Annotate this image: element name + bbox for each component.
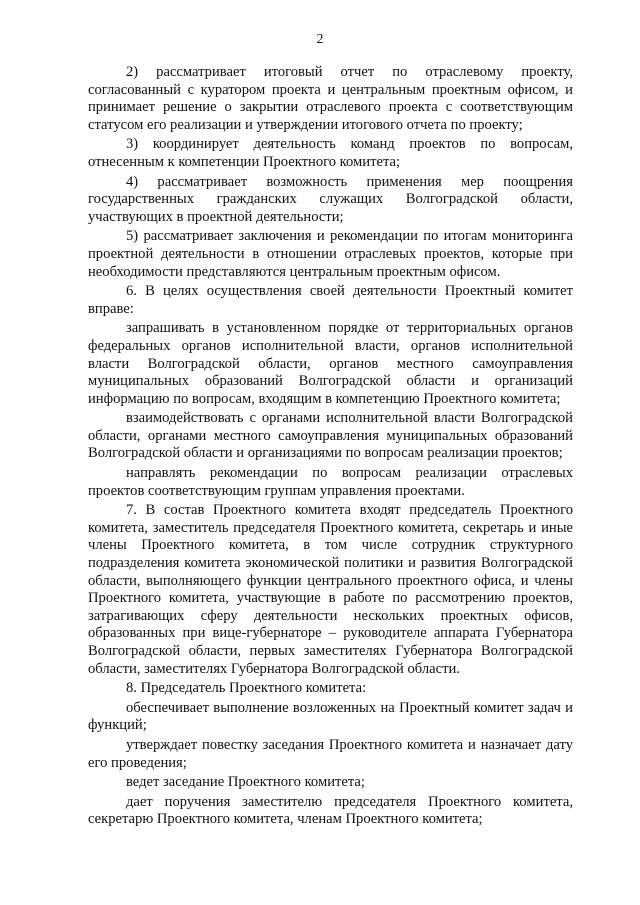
- paragraph-2-2: 2) рассматривает итоговый отчет по отраслевому проекту, согласованный с куратором проекта и центральным проектным офисом, и принимает решение о закрытии отраслевого проекта с соответствующим статусом его реализации и утверждении итогового отчета по проекту;: [88, 64, 573, 133]
- page-number: 2: [316, 32, 324, 47]
- paragraph-8-instructions: дает поручения заместителю председателя Проектного комитета, секретарю Проектного комитета, членам Проектного комитета;: [88, 793, 573, 828]
- paragraph-8-ensure: обеспечивает выполнение возложенных на Проектный комитет задач и функций;: [88, 699, 573, 734]
- paragraph-6-interact: взаимодействовать с органами исполнительной власти Волгоградской области, органами местного самоуправления муниципальных образований Волгоградской области и организациями по вопросам реализации проектов;: [88, 410, 573, 462]
- paragraph-2-3: 3) координирует деятельность команд проектов по вопросам, отнесенным к компетенции Проектного комитета;: [88, 136, 573, 170]
- paragraph-2-4: 4) рассматривает возможность применения мер поощрения государственных гражданских служащих Волгоградской области, участвующих в проектной деятельности;: [88, 173, 573, 225]
- paragraph-6-request: запрашивать в установленном порядке от территориальных органов федеральных органов исполнительной власти, органов исполнительной власти Волгоградской области, органов местного самоуправления муниципальных образований Волгоградской области и организаций информацию по вопросам, входящим в компетенцию Проектного комитета;: [88, 320, 573, 407]
- document-body: [88, 64, 573, 831]
- paragraph-2-5: 5) рассматривает заключения и рекомендации по итогам мониторинга проектной деятельности в отношении отраслевых проектов, которые при необходимости представляются центральным проектным офисом.: [88, 228, 573, 280]
- paragraph-8-chair: ведет заседание Проектного комитета;: [126, 774, 365, 791]
- paragraph-7: 7. В состав Проектного комитета входят председатель Проектного комитета, заместитель председателя Проектного комитета, секретарь и иные члены Проектного комитета, в том числе сотрудник структурного подразделения комитета экономической политики и развития Волгоградской области, выполняющего функции центрального проектного офиса, и члены Проектного комитета, участвующие в работе по рассмотрению проектов, затрагивающих сферу деятельности нескольких проектных офисов, образованных при вице-губернаторе – руководителе аппарата Губернатора Волгоградской области, первых заместителях Губернатора Волгоградской области, заместителях Губернатора Волгоградской области.: [88, 502, 573, 677]
- paragraph-6: 6. В целях осуществления своей деятельности Проектный комитет вправе:: [88, 283, 573, 317]
- paragraph-6-recommend: направлять рекомендации по вопросам реализации отраслевых проектов соответствующим группам управления проектами.: [88, 465, 573, 499]
- paragraph-8: 8. Председатель Проектного комитета:: [126, 680, 367, 697]
- paragraph-8-agenda: утверждает повестку заседания Проектного комитета и назначает дату его проведения;: [88, 736, 573, 771]
